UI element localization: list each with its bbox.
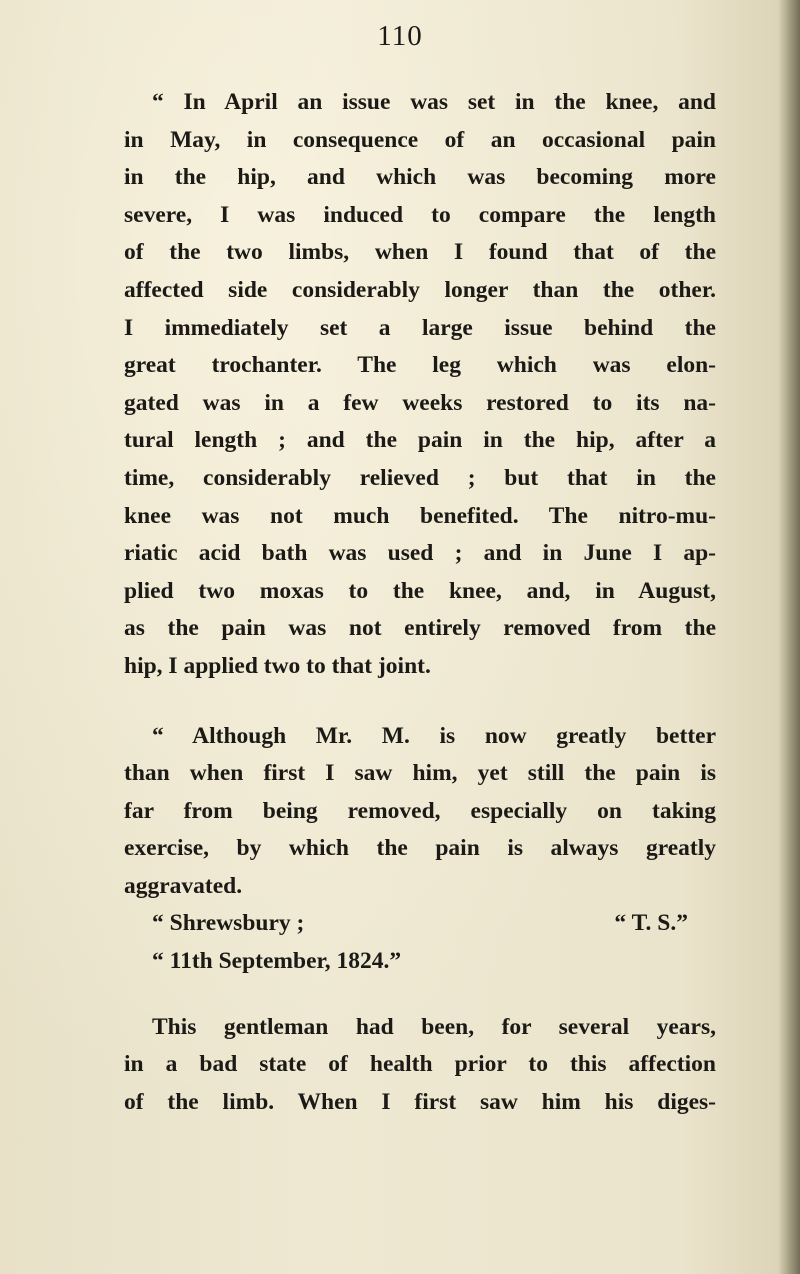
text-line: tural length ; and the pain in the hip, after a: [124, 427, 716, 454]
text-line: great trochanter. The leg which was elon-: [124, 352, 716, 379]
text-line: knee was not much benefited. The nitro-mu-: [124, 502, 716, 529]
text-line: time, considerably relieved ; but that in the: [124, 464, 716, 491]
text-line: aggravated.: [124, 872, 243, 899]
signature-row: [124, 905, 716, 943]
paragraph-case-report: [124, 84, 716, 686]
paragraph-commentary: [124, 1009, 716, 1122]
text-line: in the hip, and which was becoming more: [124, 164, 716, 191]
text-line: plied two moxas to the knee, and, in August,: [124, 577, 716, 604]
text-line: hip, I applied two to that joint.: [124, 652, 431, 679]
text-line: This gentleman had been, for several years,: [152, 1013, 716, 1040]
text-line: gated was in a few weeks restored to its na-: [124, 389, 716, 416]
text-line: in a bad state of health prior to this affection: [124, 1051, 716, 1078]
text-line: severe, I was induced to compare the length: [124, 201, 716, 228]
text-line: exercise, by which the pain is always greatly: [124, 835, 716, 862]
text-line: “ In April an issue was set in the knee, and: [152, 89, 716, 115]
text-line: of the limb. When I first saw him his diges-: [124, 1088, 716, 1115]
text-line: “ Although Mr. M. is now greatly better: [152, 722, 716, 749]
text-line: of the two limbs, when I found that of the: [124, 239, 716, 266]
paragraph-spacer: [124, 686, 716, 718]
text-line: far from being removed, especially on taking: [124, 797, 716, 824]
text-line: I immediately set a large issue behind the: [124, 314, 716, 341]
page-edge-shadow: [778, 0, 800, 1274]
text-line: affected side considerably longer than the other.: [124, 276, 716, 303]
body-text: [124, 84, 716, 1121]
text-line: in May, in consequence of an occasional pain: [124, 126, 716, 153]
paragraph-spacer: [124, 981, 716, 1009]
text-line: as the pain was not entirely removed from the: [124, 615, 716, 642]
signature-initials: “ T. S.”: [614, 910, 688, 937]
page-number: 110: [377, 20, 423, 52]
text-line: riatic acid bath was used ; and in June I ap-: [124, 540, 716, 567]
paragraph-progress-note: [124, 718, 716, 906]
text-line: than when first I saw him, yet still the pain is: [124, 760, 716, 787]
signature-date: “ 11th September, 1824.”: [152, 948, 402, 975]
signature-place: “ Shrewsbury ;: [152, 910, 305, 937]
